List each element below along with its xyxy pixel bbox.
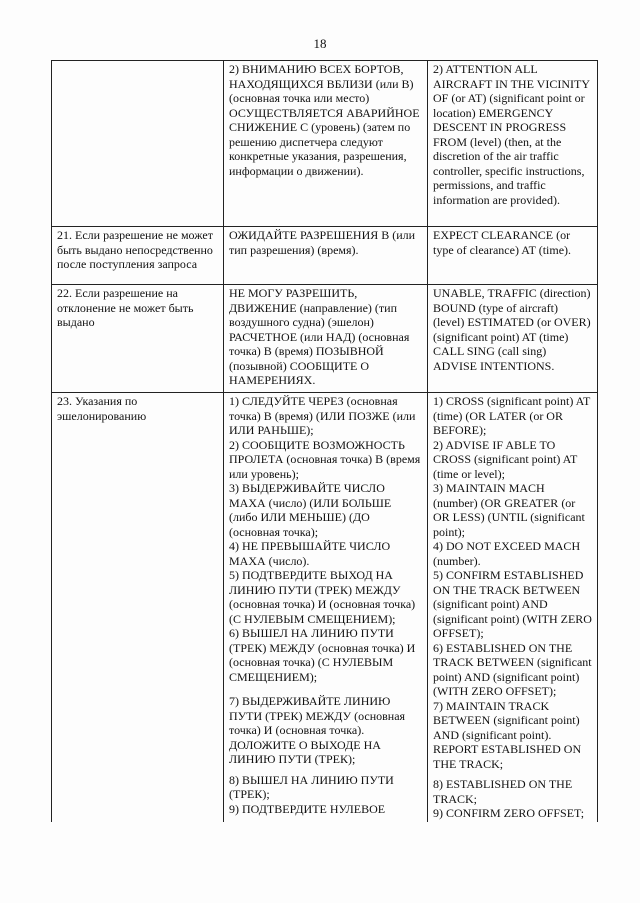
situation-cell: 22. Если разрешение на отклонение не может быть выдано bbox=[52, 285, 224, 393]
phraseology-table bbox=[51, 60, 598, 822]
russian-phrase-item: 5) ПОДТВЕРДИТЕ ВЫХОД НА ЛИНИЮ ПУТИ (ТРЕК) МЕЖДУ (основная точка) И (основная точка) (С НУЛЕВЫМ СМЕЩЕНИЕМ); bbox=[229, 568, 416, 626]
russian-phrase: 2) ВНИМАНИЮ ВСЕХ БОРТОВ, НАХОДЯЩИХСЯ ВБЛИЗИ (или В) (основная точка или место) ОСУЩЕСТВЛЯЕТСЯ АВАРИЙНОЕ СНИЖЕНИЕ С (уровень) (затем по решению диспетчера следуют конкретные указания, разрешения, информации о движении). bbox=[229, 62, 420, 178]
russian-phrase-item: 1) СЛЕДУЙТЕ ЧЕРЕЗ (основная точка) В (время) (ИЛИ ПОЗЖЕ (или ИЛИ РАНЬШЕ); bbox=[229, 394, 416, 437]
russian-phrase-item: 3) ВЫДЕРЖИВАЙТЕ ЧИСЛО МАХА (число) (ИЛИ БОЛЬШЕ (либо ИЛИ МЕНЬШЕ) (ДО (основная точка); bbox=[229, 481, 392, 539]
english-phrase-cell bbox=[428, 285, 598, 393]
situation-cell: 21. Если разрешение не может быть выдано непосредственно после поступления запроса bbox=[52, 227, 224, 285]
english-phrase-cell bbox=[428, 227, 598, 285]
english-phrase-item: 6) ESTABLISHED ON THE TRACK BETWEEN (significant point) AND (significant point) (WITH ZERO OFFSET); bbox=[433, 640, 592, 698]
table-row bbox=[52, 393, 598, 822]
english-phrase-item: 8) ESTABLISHED ON THE TRACK; bbox=[433, 777, 573, 806]
english-phrase-item: 7) MAINTAIN TRACK BETWEEN (significant point) AND (significant point). REPORT ESTABLISHED ON THE TRACK; bbox=[433, 698, 582, 771]
table-row bbox=[52, 61, 598, 227]
russian-phrase-item: 2) СООБЩИТЕ ВОЗМОЖНОСТЬ ПРОЛЕТА (основная точка) В (время или уровень); bbox=[229, 437, 421, 481]
situation-cell bbox=[52, 61, 224, 227]
english-phrase-item: 5) CONFIRM ESTABLISHED ON THE TRACK BETWEEN (significant point) AND (significant point) (WITH ZERO OFFSET); bbox=[433, 568, 592, 640]
english-phrase-item: 3) MAINTAIN MACH (number) (OR GREATER (or OR LESS) (UNTIL (significant point); bbox=[433, 481, 585, 539]
russian-phrase-item: 4) НЕ ПРЕВЫШАЙТЕ ЧИСЛО МАХА (число). bbox=[229, 539, 391, 568]
russian-phrase-item: 8) ВЫШЕЛ НА ЛИНИЮ ПУТИ (ТРЕК); bbox=[229, 772, 394, 801]
english-phrase: 2) ATTENTION ALL AIRCRAFT IN THE VICINITY OF (or AT) (significant point or location) EMERGENCY DESCENT IN PROGRESS FROM (level) (then, at the discretion of the air traffic controller, specific instructions, permissions, and traffic information are provided). bbox=[433, 62, 590, 207]
english-phrase-cell bbox=[428, 61, 598, 227]
english-phrase-cell bbox=[428, 393, 598, 822]
russian-phrase-item: 9) ПОДТВЕРДИТЕ НУЛЕВОЕ bbox=[229, 801, 386, 816]
russian-phrase-cell bbox=[224, 285, 428, 393]
russian-phrase-item: 6) ВЫШЕЛ НА ЛИНИЮ ПУТИ (ТРЕК) МЕЖДУ (основная точка) И (основная точка) (С НУЛЕВЫМ СМЕЩЕНИЕМ); bbox=[229, 626, 416, 684]
situation-cell: 23. Указания по эшелонированию bbox=[52, 393, 224, 822]
page-number: 18 bbox=[313, 36, 327, 51]
table-row bbox=[52, 285, 598, 393]
english-phrase-item: 2) ADVISE IF ABLE TO CROSS (significant point) AT (time or level); bbox=[433, 437, 578, 481]
english-phrase: EXPECT CLEARANCE (or type of clearance) AT (time). bbox=[433, 228, 572, 257]
english-phrase-item: 9) CONFIRM ZERO OFFSET; bbox=[433, 806, 585, 820]
russian-phrase: НЕ МОГУ РАЗРЕШИТЬ, ДВИЖЕНИЕ (направление) (тип воздушного судна) (эшелон) РАСЧЕТНОЕ (или НАД) (основная точка) В (время) ПОЗЫВНОЙ (позывной) СООБЩИТЕ О НАМЕРЕНИЯХ. bbox=[229, 286, 410, 387]
table-row bbox=[52, 227, 598, 285]
russian-phrase-cell bbox=[224, 227, 428, 285]
russian-phrase-item: 7) ВЫДЕРЖИВАЙТЕ ЛИНИЮ ПУТИ (ТРЕК) МЕЖДУ (основная точка) И (основная точка). ДОЛОЖИТЕ О ВЫХОДЕ НА ЛИНИЮ ПУТИ (ТРЕК); bbox=[229, 694, 406, 766]
russian-phrase-cell bbox=[224, 393, 428, 822]
english-phrase-item: 1) CROSS (significant point) AT (time) (OR LATER (or OR BEFORE); bbox=[433, 394, 591, 437]
english-phrase-item: 4) DO NOT EXCEED MACH (number). bbox=[433, 539, 581, 568]
russian-phrase: ОЖИДАЙТЕ РАЗРЕШЕНИЯ В (или тип разрешения) (время). bbox=[229, 228, 416, 257]
russian-phrase-cell bbox=[224, 61, 428, 227]
english-phrase: UNABLE, TRAFFIC (direction) BOUND (type of aircraft) (level) ESTIMATED (or OVER) (significant point) AT (time) CALL SING (call sing) ADVISE INTENTIONS. bbox=[433, 286, 591, 373]
